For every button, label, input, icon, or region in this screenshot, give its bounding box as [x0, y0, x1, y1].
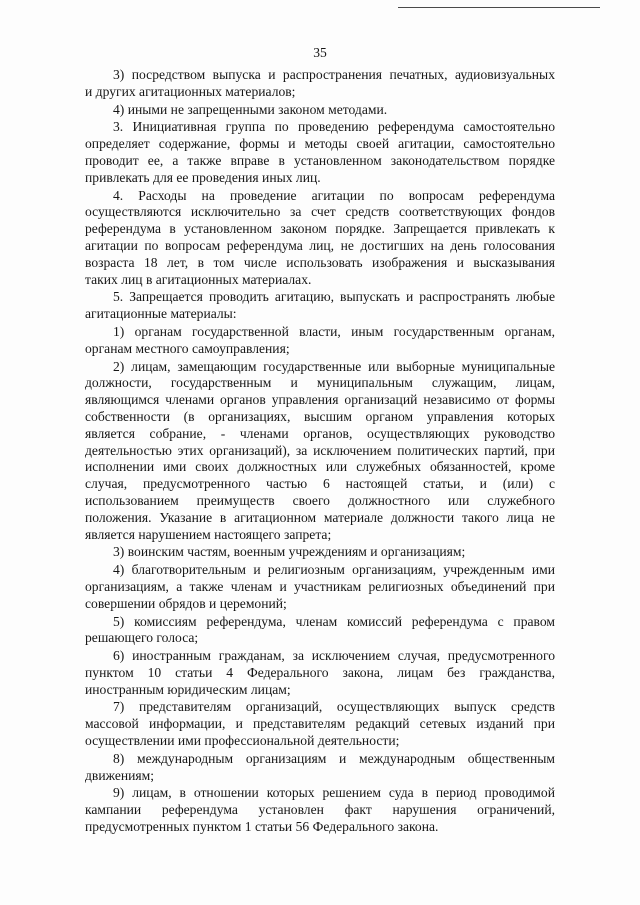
text-line: привлекать для ее проведения иных лиц. — [85, 169, 321, 185]
text-line: агитации по вопросам референдума лиц, не достигших на день голосования — [85, 237, 555, 253]
text-line: 3) посредством выпуска и распространения печатных, аудиовизуальных — [113, 67, 555, 82]
text-line: 4) иными не запрещенными законом методами. — [113, 101, 388, 117]
clause-5-item-2 — [85, 359, 555, 544]
text-line: совершении обрядов и церемоний; — [85, 595, 287, 611]
text-line: иностранным юридическим лицам; — [85, 681, 291, 697]
text-line: 3. Инициативная группа по проведению референдума самостоятельно — [113, 119, 555, 135]
clause-4 — [85, 188, 555, 289]
text-line: случая, предусмотренного частью 6 настоящей статьи, и (или) с — [85, 476, 555, 492]
text-line: положения. Указание в агитационном материале должности такого лица не — [85, 509, 555, 525]
clause-5-item-6 — [85, 648, 555, 698]
text-line: осуществлении ими профессиональной деятельности; — [85, 733, 400, 749]
text-line: массовой информации, и представителям редакций сетевых изданий при — [85, 716, 555, 732]
top-rule — [398, 7, 600, 8]
list-item-3 — [85, 67, 555, 101]
clause-3 — [85, 119, 555, 186]
list-item-4 — [85, 102, 555, 119]
text-line: референдума в установленном законом порядке. Запрещается привлекать к — [85, 221, 555, 237]
text-line: 1) органам государственной власти, иным государственным органам, — [113, 323, 555, 339]
text-line: является собрание, - членами органов, осуществляющих руководство — [85, 425, 555, 441]
text-line: движениям; — [85, 767, 155, 783]
text-line: исполнении ими своих должностных или служебных обязанностей, кроме — [85, 459, 555, 475]
document-body — [85, 67, 555, 836]
page-number: 35 — [313, 45, 327, 60]
text-line: 2) лицам, замещающим государственные или выборные муниципальные — [113, 358, 555, 374]
text-line: собственности (в организациях, высшим органом управления которых — [85, 408, 555, 424]
text-line: является нарушением настоящего запрета; — [85, 526, 332, 542]
text-line: органам местного самоуправления; — [85, 340, 290, 356]
clause-5 — [85, 289, 555, 323]
text-line: агитационные материалы: — [85, 306, 237, 322]
text-line: кампании референдума установлен факт нарушения ограничений, — [85, 802, 555, 818]
text-line: 6) иностранным гражданам, за исключением случая, предусмотренного — [113, 648, 555, 664]
text-line: 4. Расходы на проведение агитации по вопросам референдума — [113, 187, 555, 203]
text-line: деятельностью этих организаций), за исключением политических партий, при — [85, 442, 555, 458]
text-line: 9) лицам, в отношении которых решением суда в период проводимой — [113, 785, 555, 801]
text-line: 4) благотворительным и религиозным организациям, учрежденным ими — [113, 562, 555, 578]
text-line: предусмотренных пунктом 1 статьи 56 Федерального закона. — [85, 819, 439, 835]
clause-5-item-9 — [85, 785, 555, 835]
clause-5-item-1 — [85, 324, 555, 358]
text-line: 3) воинским частям, военным учреждениям и организациям; — [113, 544, 466, 560]
clause-5-item-3 — [85, 544, 555, 561]
clause-5-item-7 — [85, 699, 555, 749]
text-line: таких лиц в агитационных материалах. — [85, 271, 312, 287]
text-line: организациям, а также членам и участникам религиозных объединений при — [85, 578, 555, 594]
text-line: являющимся членами органов управления организаций независимо от формы — [85, 392, 555, 408]
text-line: проводит ее, а также вправе в установленном законодательством порядке — [85, 152, 555, 168]
text-line: 5. Запрещается проводить агитацию, выпускать и распространять любые — [113, 289, 555, 305]
text-line: 8) международным организациям и международным общественным — [113, 750, 555, 766]
text-line: должности, государственным и муниципальным служащим, лицам, — [85, 375, 555, 391]
text-line: решающего голоса; — [85, 630, 199, 646]
text-line: возраста 18 лет, в том числе использовать изображения и высказывания — [85, 254, 555, 270]
text-line: 7) представителям организаций, осуществляющих выпуск средств — [113, 699, 555, 715]
clause-5-item-8 — [85, 751, 555, 785]
text-line: определяет содержание, формы и методы своей агитации, самостоятельно — [85, 136, 555, 152]
text-line: и других агитационных материалов; — [85, 83, 296, 99]
clause-5-item-5 — [85, 614, 555, 648]
clause-5-item-4 — [85, 562, 555, 612]
text-line: 5) комиссиям референдума, членам комиссий референдума с правом — [113, 613, 555, 629]
text-line: осуществляются исключительно за счет средств соответствующих фондов — [85, 204, 555, 220]
text-line: использованием преимуществ своего должностного или служебного — [85, 492, 555, 508]
text-line: пунктом 10 статьи 4 Федерального закона, лицам без гражданства, — [85, 664, 555, 680]
